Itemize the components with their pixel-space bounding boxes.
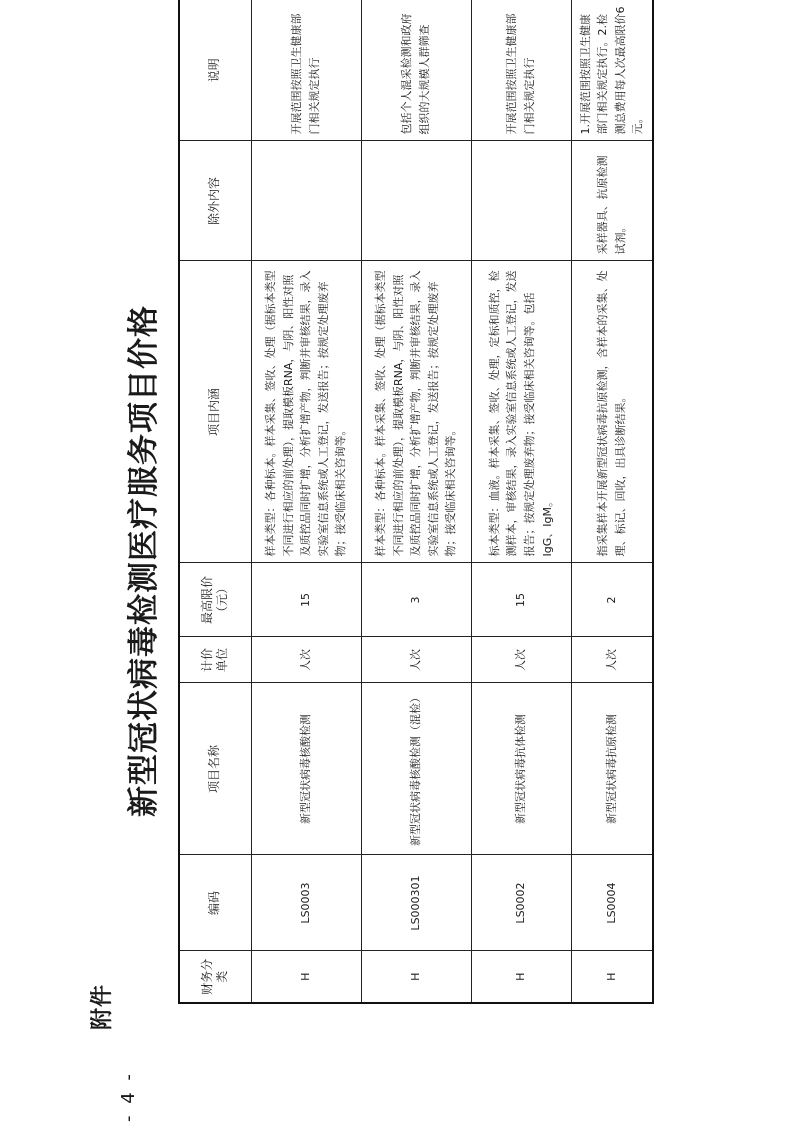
cell-note: 包括个人混采检测和政府组织的大规模人群筛查 bbox=[361, 0, 471, 141]
cell-price: 2 bbox=[571, 563, 653, 637]
cell-unit: 人次 bbox=[251, 637, 361, 683]
cell-category: H bbox=[571, 951, 653, 1003]
cell-note: 开展范围按照卫生健康部门相关规定执行 bbox=[251, 0, 361, 141]
price-table bbox=[178, 0, 654, 1004]
cell-price: 15 bbox=[251, 563, 361, 637]
cell-content: 标本类型：血液。样本采集、签收、处理，定标和质控，检测样本，审核结果，录入实验室信息系统或人工登记，发送报告；按规定处理废弃物；接受临床相关咨询等。包括IgG、IgM。 bbox=[471, 261, 571, 563]
page-title: 新型冠状病毒检测医疗服务项目价格 bbox=[126, 305, 162, 817]
cell-price: 15 bbox=[471, 563, 571, 637]
cell-note: 1.开展范围按照卫生健康部门相关规定执行。2.检测总费用每人次最高限价6元。 bbox=[571, 0, 653, 141]
header-category: 财务分类 bbox=[179, 951, 251, 1003]
cell-unit: 人次 bbox=[571, 637, 653, 683]
cell-excluded bbox=[361, 141, 471, 261]
table-header-row bbox=[179, 0, 251, 1003]
table-row bbox=[571, 0, 653, 1003]
cell-name: 新型冠状病毒核酸检测 bbox=[251, 683, 361, 855]
attachment-label: 附件 bbox=[90, 983, 115, 1030]
cell-code: LS000301 bbox=[361, 855, 471, 951]
header-price: 最高限价（元） bbox=[179, 563, 251, 637]
header-name: 项目名称 bbox=[179, 683, 251, 855]
cell-category: H bbox=[471, 951, 571, 1003]
table-row bbox=[251, 0, 361, 1003]
cell-content: 样本类型：各种标本。样本采集、签收、处理（据标本类型不同进行相应的前处理），提取模板RNA，与阴、阳性对照及质控品同时扩增，分析扩增产物，判断并审核结果，录入实验室信息系统或人工登记，发送报告；按规定处理废弃物；接受临床相关咨询等。 bbox=[361, 261, 471, 563]
page-number: - 4 - bbox=[118, 1071, 139, 1122]
table-row bbox=[361, 0, 471, 1003]
cell-unit: 人次 bbox=[361, 637, 471, 683]
cell-content: 样本类型：各种标本。样本采集、签收、处理（据标本类型不同进行相应的前处理），提取模板RNA，与阴、阳性对照及质控品同时扩增，分析扩增产物，判断并审核结果，录入实验室信息系统或人工登记，发送报告；按规定处理废弃物；接受临床相关咨询等。 bbox=[251, 261, 361, 563]
cell-content: 指采集样本开展新型冠状病毒抗原检测，含样本的采集、处理、标记、回收，出具诊断结果。 bbox=[571, 261, 653, 563]
header-content: 项目内涵 bbox=[179, 261, 251, 563]
header-excluded: 除外内容 bbox=[179, 141, 251, 261]
header-unit: 计价单位 bbox=[179, 637, 251, 683]
cell-name: 新型冠状病毒抗原检测 bbox=[571, 683, 653, 855]
cell-code: LS0003 bbox=[251, 855, 361, 951]
cell-code: LS0002 bbox=[471, 855, 571, 951]
cell-note: 开展范围按照卫生健康部门相关规定执行 bbox=[471, 0, 571, 141]
cell-excluded: 采样器具、抗原检测试剂。 bbox=[571, 141, 653, 261]
cell-excluded bbox=[471, 141, 571, 261]
header-code: 编码 bbox=[179, 855, 251, 951]
cell-category: H bbox=[251, 951, 361, 1003]
cell-category: H bbox=[361, 951, 471, 1003]
cell-code: LS0004 bbox=[571, 855, 653, 951]
cell-price: 3 bbox=[361, 563, 471, 637]
cell-name: 新型冠状病毒抗体检测 bbox=[471, 683, 571, 855]
cell-excluded bbox=[251, 141, 361, 261]
cell-name: 新型冠状病毒核酸检测（混检） bbox=[361, 683, 471, 855]
cell-unit: 人次 bbox=[471, 637, 571, 683]
header-note: 说明 bbox=[179, 0, 251, 141]
table-row bbox=[471, 0, 571, 1003]
